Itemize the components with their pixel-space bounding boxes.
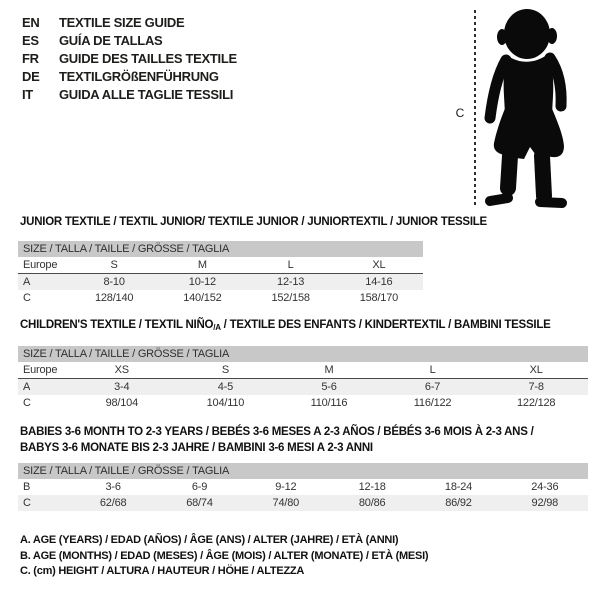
language-title: TEXTILE SIZE GUIDE — [59, 14, 185, 30]
babies-title-line1: BABIES 3-6 MONTH TO 2-3 YEARS / BEBÉS 3-6 MESES A 2-3 AÑOS / BÉBÉS 3-6 MOIS À 2-3 ANS / — [20, 426, 534, 438]
table-row-a — [18, 274, 423, 290]
junior-size-table — [18, 241, 423, 306]
language-title: GUIDE DES TAILLES TEXTILE — [59, 50, 237, 66]
height-measure-label: C — [455, 106, 465, 120]
region-label: Europe — [23, 364, 58, 376]
cell: 5-6 — [321, 381, 337, 393]
column-header: XS — [114, 364, 129, 376]
column-header: S — [221, 364, 229, 376]
column-header: XL — [372, 259, 386, 271]
column-header: M — [324, 364, 334, 376]
cell: 86/92 — [445, 497, 472, 509]
cell: 8-10 — [103, 276, 125, 288]
babies-size-table — [18, 463, 588, 511]
column-header: M — [197, 259, 207, 271]
cell: 12-13 — [277, 276, 305, 288]
row-label: B — [23, 481, 31, 493]
row-label: C — [23, 397, 31, 409]
note-a: A. AGE (YEARS) / EDAD (AÑOS) / ÂGE (ANS) / ALTER (JAHRE) / ETÀ (ANNI) — [20, 534, 399, 546]
cell: 18-24 — [444, 481, 473, 493]
row-label: A — [23, 381, 31, 393]
cell: 62/68 — [99, 497, 127, 509]
note-c: C. (cm) HEIGHT / ALTURA / HAUTEUR / HÖHE / ALTEZZA — [20, 565, 305, 577]
language-row-es — [22, 31, 237, 49]
cell: 3-6 — [105, 481, 121, 493]
cell: 158/170 — [359, 292, 399, 304]
cell: 6-9 — [191, 481, 208, 493]
column-header: L — [429, 364, 436, 376]
cell: 12-18 — [358, 481, 386, 493]
cell: 3-4 — [114, 381, 130, 393]
children-size-table — [18, 346, 588, 411]
column-header: S — [110, 259, 118, 271]
language-code: IT — [22, 86, 33, 102]
note-b: B. AGE (MONTHS) / EDAD (MESES) / ÂGE (MOIS) / ALTER (MONATE) / ETÀ (MESI) — [20, 549, 429, 562]
babies-section-title — [20, 425, 534, 456]
cell: 98/104 — [105, 397, 139, 409]
column-header: L — [287, 259, 294, 271]
cell: 10-12 — [188, 276, 216, 288]
column-header-row — [18, 257, 423, 274]
cell: 7-8 — [528, 381, 544, 393]
junior-section-title: JUNIOR TEXTILE / TEXTIL JUNIOR/ TEXTILE JUNIOR / JUNIORTEXTIL / JUNIOR TESSILE — [20, 216, 487, 228]
language-title: GUIDA ALLE TAGLIE TESSILI — [59, 86, 234, 102]
children-title-main: CHILDREN'S TEXTILE / TEXTIL NIÑO — [20, 319, 214, 331]
cell: 74/80 — [272, 497, 300, 509]
cell: 140/152 — [183, 292, 222, 304]
row-label: A — [23, 276, 31, 288]
baby-silhouette-image — [480, 6, 576, 211]
table-row-c — [18, 395, 588, 411]
language-title-block — [22, 13, 237, 103]
cell: 92/98 — [531, 497, 559, 509]
language-code: FR — [22, 50, 39, 66]
children-section-title — [20, 318, 551, 336]
size-header-bar — [18, 346, 588, 362]
size-header-label: SIZE / TALLA / TAILLE / GRÖSSE / TAGLIA — [23, 243, 230, 255]
language-row-de — [22, 67, 237, 85]
language-title: GUÍA DE TALLAS — [59, 32, 163, 48]
cell: 14-16 — [365, 276, 393, 288]
language-row-en — [22, 13, 237, 31]
cell: 104/110 — [206, 397, 245, 409]
cell: 152/158 — [271, 292, 310, 304]
cell: 24-36 — [531, 481, 559, 493]
language-row-it — [22, 85, 237, 103]
cell: 6-7 — [424, 381, 441, 393]
children-title-rest: / TEXTILE DES ENFANTS / KINDERTEXTIL / BAMBINI TESSILE — [220, 319, 551, 331]
cell: 9-12 — [275, 481, 297, 493]
column-header: XL — [529, 364, 543, 376]
language-code: DE — [22, 68, 40, 84]
cell: 116/122 — [413, 397, 452, 409]
row-label: C — [23, 497, 31, 509]
cell: 68/74 — [186, 497, 213, 509]
cell: 110/116 — [310, 397, 348, 409]
babies-title-line2: BABYS 3-6 MONATE BIS 2-3 JAHRE / BAMBINI 3-6 MESI A 2-3 ANNI — [20, 441, 373, 454]
language-row-fr — [22, 49, 237, 67]
table-row-c — [18, 495, 588, 511]
size-header-bar — [18, 463, 588, 479]
height-dotted-line — [474, 10, 476, 205]
size-header-bar — [18, 241, 423, 257]
cell: 122/128 — [516, 397, 556, 409]
row-label: C — [23, 292, 31, 304]
size-header-label: SIZE / TALLA / TAILLE / GRÖSSE / TAGLIA — [23, 465, 230, 477]
children-title-subscript: /A — [213, 323, 221, 332]
column-header-row — [18, 362, 588, 379]
legend-notes — [20, 533, 428, 580]
table-row-c — [18, 290, 423, 306]
language-title: TEXTILGRÖßENFÜHRUNG — [59, 68, 219, 84]
cell: 128/140 — [94, 292, 134, 304]
language-code: ES — [22, 32, 39, 48]
cell: 80/86 — [358, 497, 386, 509]
region-label: Europe — [23, 259, 58, 271]
cell: 4-5 — [217, 381, 234, 393]
size-header-label: SIZE / TALLA / TAILLE / GRÖSSE / TAGLIA — [23, 348, 230, 360]
language-code: EN — [22, 14, 40, 30]
table-row-a — [18, 379, 588, 395]
table-row-b — [18, 479, 588, 495]
